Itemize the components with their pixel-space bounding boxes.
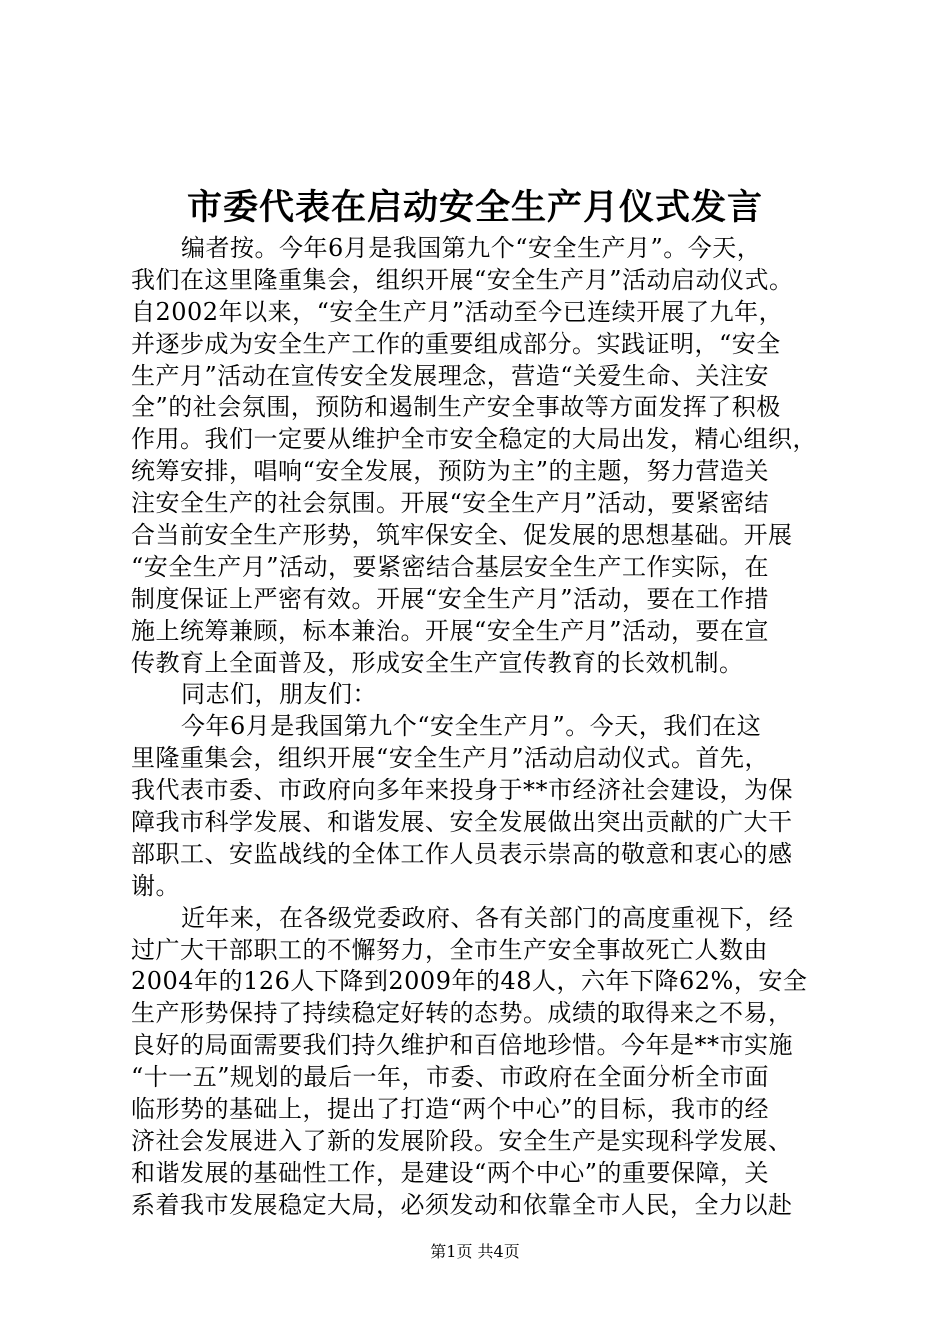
- text-line: 近年来，在各级党委政府、各有关部门的高度重视下，经: [181, 903, 794, 932]
- text-line: 过广大干部职工的不懈努力，全市生产安全事故死亡人数由: [131, 935, 768, 964]
- text-line: 济社会发展进入了新的发展阶段。安全生产是实现科学发展、: [131, 1126, 793, 1155]
- text-line: 2004年的126人下降到2009年的48人，六年下降62%，安全: [131, 967, 808, 996]
- document-title: 市委代表在启动安全生产月仪式发言: [186, 187, 763, 228]
- text-line: 传教育上全面普及，形成安全生产宣传教育的长效机制。: [131, 648, 744, 677]
- text-line: 生产形势保持了持续稳定好转的态势。成绩的取得来之不易，: [131, 999, 793, 1028]
- salutation-line: 同志们，朋友们：: [181, 680, 377, 709]
- text-line: 合当前安全生产形势，筑牢保安全、促发展的思想基础。开展: [131, 521, 793, 550]
- text-line: 作用。我们一定要从维护全市安全稳定的大局出发，精心组织，: [131, 425, 817, 454]
- text-line: 谢。: [131, 871, 180, 900]
- text-line: 里隆重集会，组织开展“安全生产月”活动启动仪式。首先，: [131, 744, 770, 773]
- document-body: [131, 233, 831, 1222]
- text-line: 障我市科学发展、和谐发展、安全发展做出突出贡献的广大干: [131, 808, 793, 837]
- text-line: 今年6月是我国第九个“安全生产月”。今天，我们在这: [181, 712, 762, 741]
- text-line: 良好的局面需要我们持久维护和百倍地珍惜。今年是**市实施: [131, 1031, 793, 1060]
- text-line: 注安全生产的社会氛围。开展“安全生产月”活动，要紧密结: [131, 489, 770, 518]
- text-line: 我代表市委、市政府向多年来投身于**市经济社会建设，为保: [131, 776, 793, 805]
- page-number-footer: 第1页 共4页: [430, 1242, 520, 1261]
- text-line: 全”的社会氛围，预防和遏制生产安全事故等方面发挥了积极: [131, 393, 781, 422]
- text-line: 我们在这里隆重集会，组织开展“安全生产月”活动启动仪式。: [131, 265, 794, 294]
- text-line: 生产月”活动在宣传安全发展理念，营造“关爱生命、关注安: [131, 361, 770, 390]
- text-line: 部职工、安监战线的全体工作人员表示崇高的敬意和衷心的感: [131, 839, 793, 868]
- text-line: 临形势的基础上，提出了打造“两个中心”的目标，我市的经: [131, 1095, 770, 1124]
- text-line: 编者按。今年6月是我国第九个“安全生产月”。今天，: [181, 234, 762, 262]
- text-line: “十一五”规划的最后一年，市委、市政府在全面分析全市面: [131, 1063, 770, 1092]
- text-line: 自2002年以来，“安全生产月”活动至今已连续开展了九年，: [131, 297, 784, 326]
- text-line: “安全生产月”活动，要紧密结合基层安全生产工作实际，在: [131, 552, 770, 581]
- text-line: 系着我市发展稳定大局，必须发动和依靠全市人民，全力以赴: [131, 1190, 793, 1219]
- text-line: 制度保证上严密有效。开展“安全生产月”活动，要在工作措: [131, 584, 770, 613]
- text-line: 施上统筹兼顾，标本兼治。开展“安全生产月”活动，要在宣: [131, 616, 770, 645]
- text-line: 和谐发展的基础性工作，是建设“两个中心”的重要保障，关: [131, 1158, 770, 1187]
- text-line: 统筹安排，唱响“安全发展，预防为主”的主题，努力营造关: [131, 457, 770, 486]
- text-line: 并逐步成为安全生产工作的重要组成部分。实践证明，“安全: [131, 329, 781, 358]
